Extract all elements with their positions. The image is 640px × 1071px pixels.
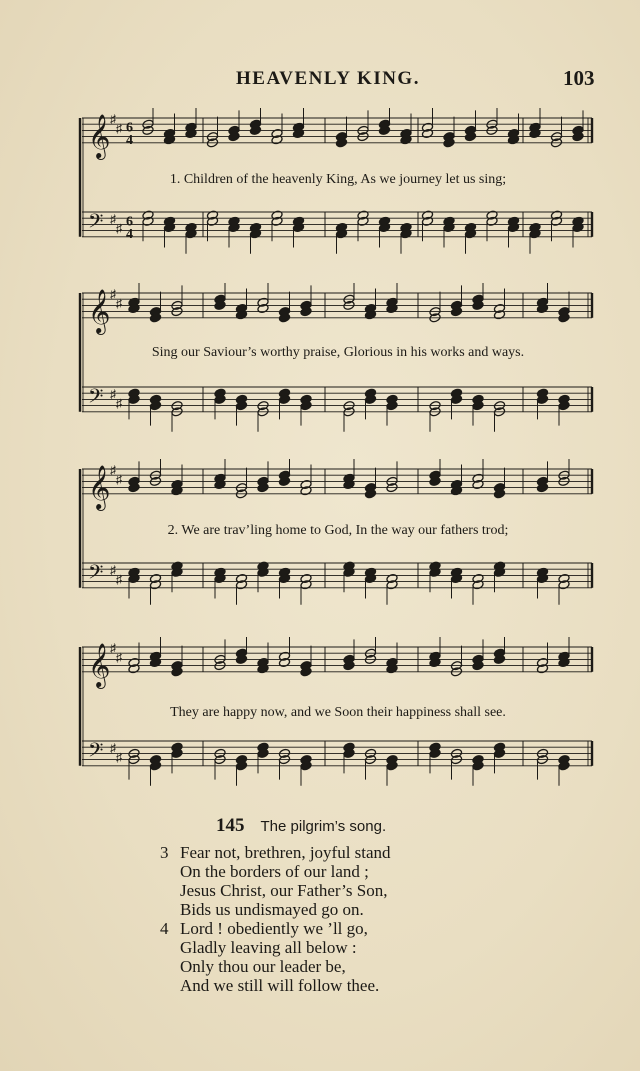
sharp-icon: ♯ bbox=[116, 750, 122, 765]
sharp-icon: ♯ bbox=[116, 296, 122, 311]
treble-clef-icon: 𝄞 bbox=[88, 464, 111, 509]
verse-line: Gladly leaving all below : bbox=[180, 938, 357, 957]
music-system-4 bbox=[78, 637, 598, 787]
sharp-icon: ♯ bbox=[116, 572, 122, 587]
sharp-icon: ♯ bbox=[116, 121, 122, 136]
treble-clef-icon: 𝄞 bbox=[88, 288, 111, 333]
page-header-title: HEAVENLY KING. bbox=[236, 68, 420, 89]
sharp-icon: ♯ bbox=[116, 396, 122, 411]
verse-line: Lord ! obediently we ’ll go, bbox=[180, 919, 368, 938]
verse-line: Fear not, brethren, joyful stand bbox=[180, 843, 391, 862]
bass-clef-icon: 𝄢 bbox=[88, 738, 104, 767]
page-number: 103 bbox=[563, 66, 595, 90]
treble-clef-icon: 𝄞 bbox=[88, 113, 111, 158]
sharp-icon: ♯ bbox=[110, 463, 116, 477]
lyric-line: 2. We are trav’ling home to God, In the way our fathers trod; bbox=[167, 523, 509, 538]
sharp-icon: ♯ bbox=[110, 112, 116, 126]
bass-clef-icon: 𝄢 bbox=[88, 384, 104, 413]
verse-line: Only thou our leader be, bbox=[180, 957, 346, 976]
sharp-icon: ♯ bbox=[110, 563, 116, 578]
sharp-icon: ♯ bbox=[110, 387, 116, 402]
sharp-icon: ♯ bbox=[116, 650, 122, 665]
lyric-line: 1. Children of the heavenly King, As we journey let us sing; bbox=[169, 172, 507, 187]
hymn-number: 145 bbox=[216, 815, 245, 836]
verse-line: Jesus Christ, our Father’s Son, bbox=[180, 881, 388, 900]
treble-staff bbox=[82, 469, 592, 494]
verse-number: 3 bbox=[160, 843, 169, 862]
music-system-3 bbox=[78, 459, 598, 609]
sharp-icon: ♯ bbox=[116, 221, 122, 236]
verse-line: Bids us undismayed go on. bbox=[180, 900, 364, 919]
sharp-icon: ♯ bbox=[116, 472, 122, 487]
bass-clef-icon: 𝄢 bbox=[88, 560, 104, 589]
sharp-icon: ♯ bbox=[110, 287, 116, 301]
music-system-1 bbox=[78, 108, 598, 258]
bass-clef-icon: 𝄢 bbox=[88, 209, 104, 238]
sharp-icon: ♯ bbox=[110, 741, 116, 756]
verse-line: On the borders of our land ; bbox=[180, 862, 369, 881]
music-system-2 bbox=[78, 283, 598, 433]
hymn-heading bbox=[216, 815, 386, 837]
time-signature: 4 bbox=[126, 226, 133, 242]
time-signature: 4 bbox=[126, 132, 133, 148]
lyric-line: Sing our Saviour’s worthy praise, Glorious in his works and ways. bbox=[151, 345, 525, 360]
sharp-icon: ♯ bbox=[110, 641, 116, 655]
verse-number: 4 bbox=[160, 919, 169, 938]
time-signature: 6 bbox=[126, 214, 133, 230]
verse-line: And we still will follow thee. bbox=[180, 976, 380, 995]
hymn-title: The pilgrim’s song. bbox=[260, 818, 387, 835]
lyric-line: They are happy now, and we Soon their happiness shall see. bbox=[170, 705, 506, 720]
treble-clef-icon: 𝄞 bbox=[88, 642, 111, 687]
time-signature: 6 bbox=[126, 120, 133, 136]
sharp-icon: ♯ bbox=[110, 212, 116, 227]
